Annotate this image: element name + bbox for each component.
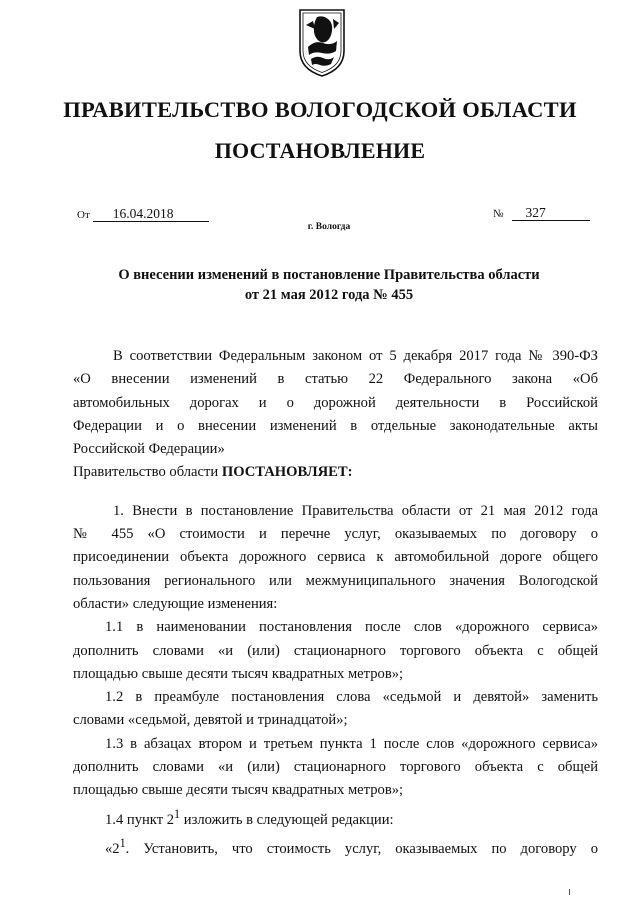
item-1-4-line-1 [73,803,598,832]
item-1-2-line-1: 1.2 в преамбуле постановления слова «седьмой и девятой» заменить [105,689,598,706]
date-value: 16.04.2018 [93,206,209,222]
document-type: ПОСТАНОВЛЕНИЕ [214,138,426,163]
preamble-line-5: Российской Федерации» [73,441,225,458]
item-1-3-line-1: 1.3 в абзацах втором и третьем пункта 1 после слов «дорожного сервиса» [105,735,598,752]
subject-heading [0,265,640,305]
preamble-line-1: В соответствии Федеральным законом от 5 декабря 2017 года № 390-ФЗ [113,348,598,364]
item-1-4-text-a: 1.4 пункт 2 [105,811,175,828]
item-1-line-5: области» следующие изменения: [73,595,278,612]
coat-of-arms-icon [297,7,347,79]
resolve-word: ПОСТАНОВЛЯЕТ: [221,464,353,481]
item-1-1-line-1: 1.1 в наименовании постановления после слов «дорожного сервиса» [105,619,598,636]
item-1-line-2: № 455 «О стоимости и перечне услуг, оказываемых по договору о [73,526,598,543]
item-2-1-text-a: «2 [105,840,120,857]
government-title: ПРАВИТЕЛЬСТВО ВОЛОГОДСКОЙ ОБЛАСТИ [63,97,577,122]
preamble-line-2: «О внесении изменений в статью 22 Федерального закона «Об [73,371,598,388]
item-1-4-superscript: 1 [174,806,181,821]
item-1-3-line-2: дополнить словами «и (или) стационарного торгового объекта с общей [73,759,598,776]
item-1-line-4: пользования регионального или межмуниципального значения Вологодской [73,572,598,589]
document-body [73,345,598,861]
item-1-1-line-3: площадью свыше десяти тысяч квадратных метров»; [73,665,404,682]
preamble-line-3: автомобильных дорогах и о дорожной деятельности в Российской [73,394,598,411]
item-1-4-text-b: изложить в следующей редакции: [180,811,394,828]
item-1-1-line-2: дополнить словами «и (или) стационарного торгового объекта с общей [73,642,598,659]
item-1-line-1: 1. Внести в постановление Правительства области от 21 мая 2012 года [113,502,598,519]
page-mark [569,889,570,895]
number-prefix: № [493,208,504,220]
item-1-line-3: присоединении объекта дорожного сервиса к автомобильной дороге общего [73,549,598,566]
item-1-2-line-2: словами «седьмой, девятой и тринадцатой»; [73,712,348,729]
subject-line-1: О внесении изменений в постановление Правительства области [118,267,540,283]
city: г. Вологда [307,222,351,232]
item-1-4-line-2 [73,832,598,861]
item-1-3-line-3: площадью свыше десяти тысяч квадратных метров»; [73,782,404,799]
date-prefix: От [77,209,90,221]
subject-line-2: от 21 мая 2012 года № 455 [244,287,414,303]
resolve-line [73,461,598,484]
number-value: 327 [512,205,590,221]
date-field [77,206,209,222]
item-2-1-superscript: 1 [119,835,126,850]
item-2-1-text-b: . Установить, что стоимость услуг, оказываемых по договору о [125,840,598,857]
number-field [493,205,590,221]
resolve-prefix: Правительство области [73,464,222,481]
preamble-line-4: Федерации и о внесении изменений в отдельные законодательные акты [73,417,598,434]
